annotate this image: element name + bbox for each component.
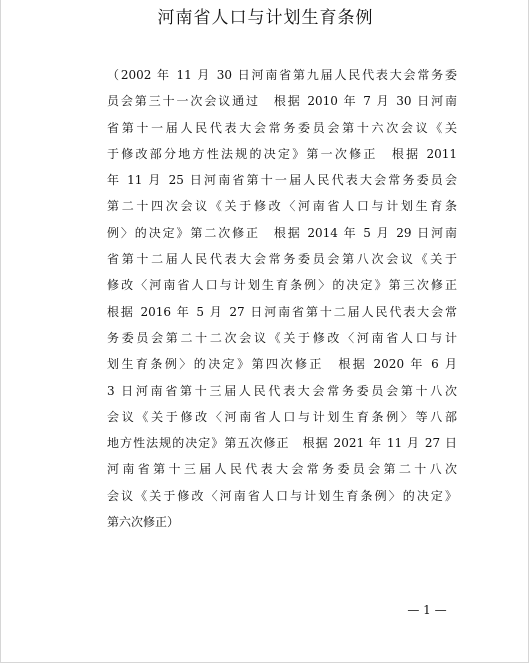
revision-line: 于修改部分地方性法规的决定》第一次修正 根据 2011 (107, 146, 457, 161)
revision-line: 第二十四次会议《关于修改〈河南省人口与计划生育条 (107, 199, 457, 214)
revision-line: 会议《关于修改〈河南省人口与计划生育条例〉等八部 (107, 409, 457, 424)
page-number: — 1 — (407, 603, 447, 617)
revision-line: 3 日河南省第十三届人民代表大会常务委员会第十八次 (107, 383, 457, 398)
document-title: 河南省人口与计划生育条例 (157, 8, 374, 28)
revision-line: 根据 2016 年 5 月 27 日河南省第十二届人民代表大会常 (107, 304, 457, 319)
revision-line: 员会第三十一次会议通过 根据 2010 年 7 月 30 日河南 (107, 94, 457, 109)
revision-line: 年 11 月 25 日河南省第十一届人民代表大会常务委员会 (107, 173, 457, 188)
revision-line: 河南省第十三届人民代表大会常务委员会第二十八次 (107, 462, 457, 477)
revision-history (107, 62, 457, 535)
revision-line: （2002 年 11 月 30 日河南省第九届人民代表大会常务委 (107, 68, 457, 82)
revision-line: 省第十一届人民代表大会常务委员会第十六次会议《关 (107, 120, 457, 135)
revision-line: 划生育条例〉的决定》第四次修正 根据 2020 年 6 月 (107, 357, 457, 372)
revision-line: 第六次修正） (107, 515, 180, 530)
revision-line: 修改〈河南省人口与计划生育条例〉的决定》第三次修正 (107, 278, 457, 293)
revision-line: 省第十二届人民代表大会常务委员会第八次会议《关于 (107, 252, 457, 267)
revision-line: 地方性法规的决定》第五次修正 根据 2021 年 11 月 27 日 (107, 436, 457, 451)
revision-line: 会议《关于修改〈河南省人口与计划生育条例〉的决定》 (107, 488, 457, 503)
revision-line: 务委员会第二十二次会议《关于修改〈河南省人口与计 (107, 330, 457, 345)
revision-line: 例〉的决定》第二次修正 根据 2014 年 5 月 29 日河南 (107, 225, 457, 240)
